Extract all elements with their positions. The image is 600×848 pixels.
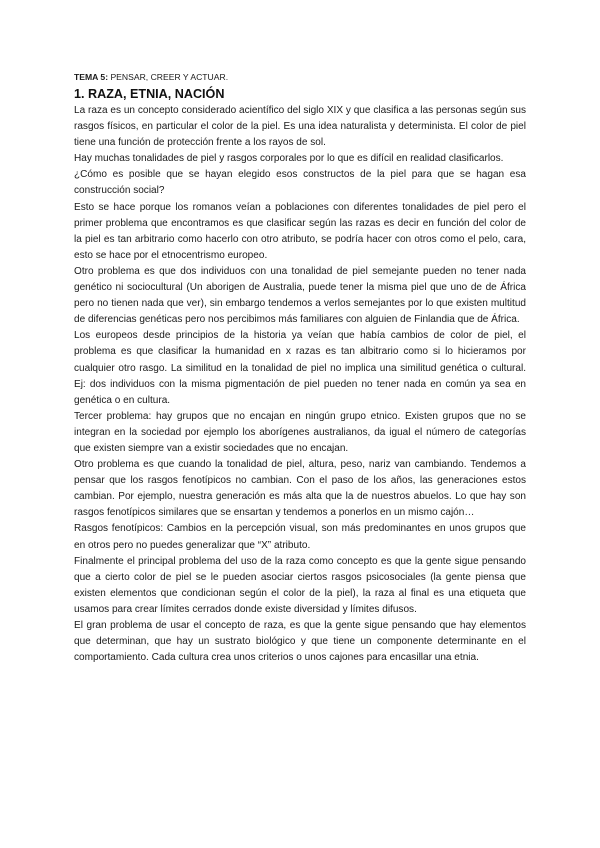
paragraph-skin-tones: Hay muchas tonalidades de piel y rasgos corporales por lo que es difícil en realidad clasificarlos. xyxy=(74,153,504,165)
paragraph-third-problem: Tercer problema: hay grupos que no encajan en ningún grupo etnico. Existen grupos que no se integran en la sociedad por ejemplo los aborígenes australianos, da igual el número de categorías que existen siempre van a existir sociedades que no encajan. xyxy=(74,410,526,454)
section-title: 1. RAZA, ETNIA, NACIÓN xyxy=(74,87,225,101)
paragraph-main-problem: Finalmente el principal problema del uso de la raza como concepto es que la gente sigue pensando que a cierto color de piel se le pueden asociar ciertos rasgos psicosociales (la gente piensa que existen elementos que condicionan según el color de la piel), la raza al final es una etiqueta que usamos para crear límites cerrados donde existe diversidad y límites difusos. xyxy=(74,555,526,615)
paragraph-phenotype-change: Otro problema es que cuando la tonalidad de piel, altura, peso, nariz van cambiando. Tendemos a pensar que los rasgos fenotípicos no cambian. Con el paso de los años, las generaciones estos cambian. Por ejemplo, nuestra generación es más alta que la de nuestros abuelos. Lo que hay son rasgos fenotípicos similares que se ensartan y tendemos a ponerlos en un mismo cajón… xyxy=(74,459,526,519)
paragraph-second-problem: Otro problema es que dos individuos con una tonalidad de piel semejante pueden no tener nada genético ni sociocultural (Un aborigen de Australia, puede tener la misma piel que uno de de África pero no tienen nada que ver), sin embargo tendemos a verlos semejantes por lo que existen multitud de diferencias genéticas pero nos percibimos más familiares con alguien de Finlandia que de África. xyxy=(74,265,526,326)
paragraph-question: ¿Cómo es posible que se hayan elegido esos constructos de la piel para que se hagan esa construcción social? xyxy=(74,169,526,197)
topic-title: PENSAR, CREER Y ACTUAR. xyxy=(108,72,229,82)
document-page xyxy=(74,71,526,666)
paragraph-phenotypic-traits: Rasgos fenotípicos: Cambios en la percepción visual, son más predominantes en unos grupos que en otros pero no puedes generalizar que “X” atributo. xyxy=(74,523,526,551)
paragraph-conclusion: El gran problema de usar el concepto de raza, es que la gente sigue pensando que hay elementos que determinan, que hay un sustrato biológico y que tiene un componente determinante en el comportamiento. Cada cultura crea unos criterios o unos cajones para encasillar una etnia. xyxy=(74,620,526,664)
topic-heading xyxy=(74,71,526,83)
paragraph-romans: Esto se hace porque los romanos veían a poblaciones con diferentes tonalidades de piel pero el primer problema que encontramos es que clasificar según las razas es decir en función del color de la piel es tan arbitrario como hacerlo con otro atributo, se podría hacer con otros como el pelo, cara, esto se hace por el etnocentrismo europeo. xyxy=(74,201,526,261)
topic-label: TEMA 5: xyxy=(74,72,109,82)
paragraph-europeans: Los europeos desde principios de la historia ya veían que había cambios de color de piel, el problema es que clasificar la humanidad en x razas es tan albitrario como si lo hicieramos por cualquier otro rasgo. La similitud en la tonalidad de piel no implica una similitud genética o cultural. Ej: dos individuos con la misma pigmentación de piel pueden no tener nada en común ya sea en genética o en cultura. xyxy=(74,330,526,406)
paragraph-race-definition: La raza es un concepto considerado acientífico del siglo XIX y que clasifica a las personas según sus rasgos físicos, en particular el color de la piel. Es una idea naturalista y determinista. El color de piel tiene una función de protección frente a los rayos de sol. xyxy=(74,105,526,149)
